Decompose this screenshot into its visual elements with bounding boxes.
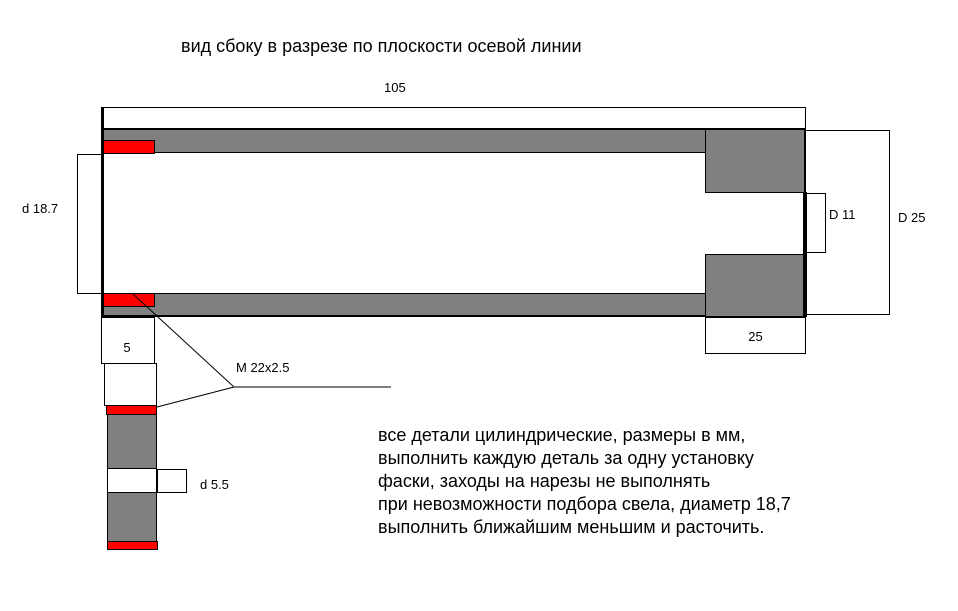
barrel-top-wall [101, 128, 805, 153]
note-line: фаски, заходы на нарезы не выполнять [378, 471, 711, 491]
breech-lower-block [705, 254, 805, 317]
notes-block [378, 424, 791, 539]
spacer-box [104, 363, 157, 406]
bore-dimension-box [77, 154, 103, 294]
exit-hole-box [805, 193, 826, 253]
dim-block-label: 25 [748, 329, 763, 344]
note-line: выполнить ближайшим меньшим и расточить. [378, 517, 765, 537]
breech-face-line [803, 192, 807, 317]
muzzle-face-line [101, 107, 104, 318]
column-metal-upper [107, 414, 157, 469]
drawing-title: вид сбоку в разрезе по плоскости осевой линии [181, 36, 582, 56]
column-metal-lower [107, 492, 157, 542]
dim-length-label: 105 [384, 80, 406, 95]
breech-upper-block [705, 128, 805, 193]
note-line: все детали цилиндрические, размеры в мм, [378, 425, 746, 445]
hole-side-box [157, 469, 187, 493]
dim-hole-label: d 5.5 [200, 477, 229, 492]
dim-outer-label: D 25 [898, 210, 926, 225]
thread-zone-bottom [101, 293, 155, 307]
length-dimension-box [101, 107, 806, 130]
thread-strip-lower [107, 541, 158, 550]
note-line: при невозможности подбора свела, диаметр 18,7 [378, 494, 791, 514]
dim-thread-label: M 22x2.5 [236, 360, 290, 375]
barrel-bottom-wall [101, 293, 805, 317]
dim-step-label: 5 [123, 340, 131, 355]
hole-slot-box [107, 468, 157, 493]
dim-exit-label: D 11 [829, 207, 856, 222]
dim-bore-label: d 18.7 [22, 201, 59, 216]
note-line: выполнить каждую деталь за одну установку [378, 448, 754, 468]
thread-zone-top [101, 140, 155, 154]
